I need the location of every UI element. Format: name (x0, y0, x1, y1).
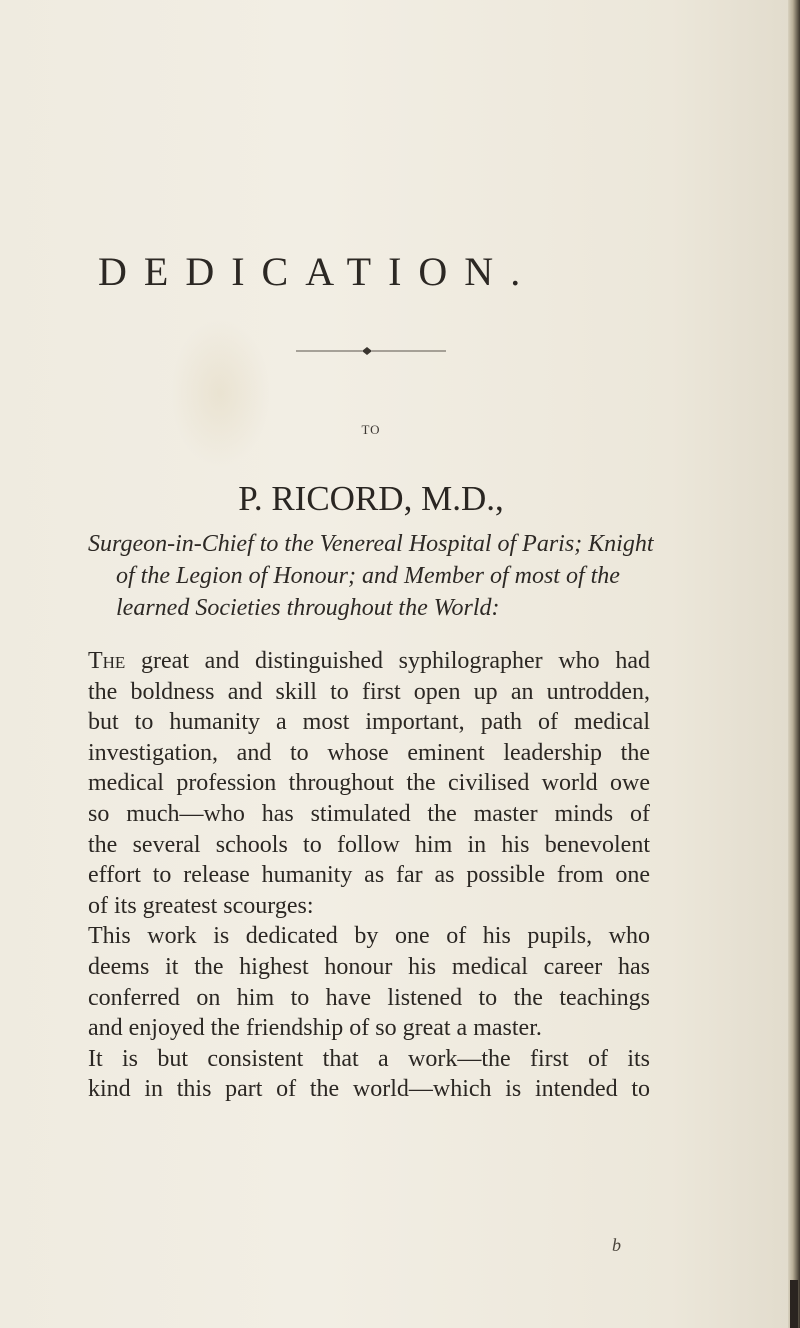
text-line: The great and distinguished syphilographer who had (88, 648, 650, 674)
text-line: the several schools to follow him in his benevolent (88, 831, 650, 858)
text-line: kind in this part of the world—which is intended to (88, 1076, 650, 1103)
ornament-divider-icon (296, 344, 446, 358)
edge-mark (790, 1280, 798, 1328)
title-line: Surgeon-in-Chief to the Venereal Hospital of Paris; Knight (88, 531, 654, 557)
text-line: the boldness and skill to first open up an untrodden, (88, 678, 650, 705)
dedicatee-titles (88, 528, 748, 624)
title-line: of the Legion of Honour; and Member of most of the (116, 563, 620, 589)
text-line: medical profession throughout the civilised world owe (88, 770, 650, 797)
text-line: of its greatest scourges: (88, 892, 314, 919)
text-line: investigation, and to whose eminent leadership the (88, 739, 650, 766)
page-title: DEDICATION. (98, 249, 538, 294)
dedicatee-name: P. RICORD, M.D., (238, 479, 504, 518)
text-line: This work is dedicated by one of his pupils, who (88, 923, 650, 950)
title-line: learned Societies throughout the World: (116, 595, 500, 621)
text-line: It is but consistent that a work—the first of its (88, 1045, 650, 1072)
paragraph (88, 921, 650, 1043)
text-line: effort to release humanity as far as possible from one (88, 862, 650, 889)
paper-stain (170, 318, 270, 468)
text-line: conferred on him to have listened to the teachings (88, 984, 650, 1011)
text-line: deems it the highest honour his medical career has (88, 953, 650, 980)
first-word: The (88, 648, 126, 674)
paragraph (88, 1044, 650, 1105)
book-edge (788, 0, 800, 1328)
text-line: so much—who has stimulated the master minds of (88, 800, 650, 827)
catchword: b (612, 1235, 621, 1255)
to-label: TO (361, 422, 381, 437)
paragraph (88, 646, 650, 921)
dedication-text (88, 646, 650, 1105)
text-line: but to humanity a most important, path of medical (88, 709, 650, 736)
text-line: and enjoyed the friendship of so great a master. (88, 1015, 542, 1042)
